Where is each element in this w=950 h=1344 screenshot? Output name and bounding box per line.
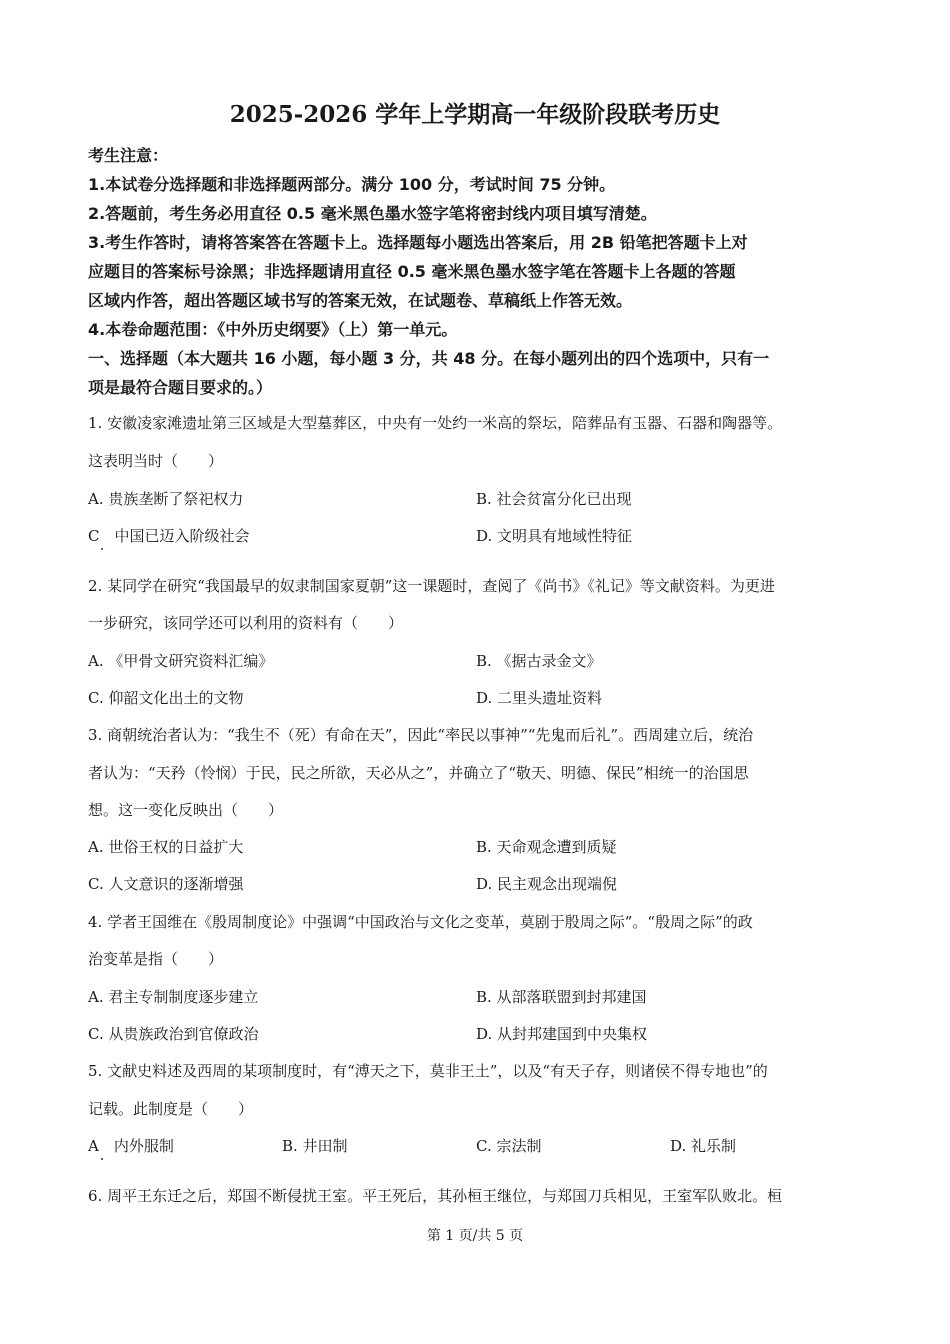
question-3-option-b: B. 天命观念遭到质疑 bbox=[476, 838, 617, 856]
question-3-option-d: D. 民主观念出现端倪 bbox=[476, 875, 618, 893]
section-heading-cont: 项是最符合题目要求的。） bbox=[88, 378, 273, 397]
question-1-option-d: D. 文明具有地域性特征 bbox=[476, 527, 633, 545]
question-1-stem-cont: 这表明当时（ ） bbox=[88, 452, 224, 470]
option-dot-mark bbox=[101, 548, 103, 550]
exam-title: 2025-2026 学年上学期高一年级阶段联考历史 bbox=[229, 101, 721, 128]
question-4-stem: 4. 学者王国维在《殷周制度论》中强调“中国政治与文化之变革，莫剧于殷周之际”。“殷周之际”的政 bbox=[88, 913, 753, 931]
question-1-option-a: A. 贵族垄断了祭祀权力 bbox=[88, 490, 244, 508]
question-1-stem: 1. 安徽凌家滩遗址第三区域是大型墓葬区，中央有一处约一米高的祭坛，陪葬品有玉器、石器和陶器等。 bbox=[88, 414, 783, 432]
question-4-option-d: D. 从封邦建国到中央集权 bbox=[476, 1025, 648, 1043]
question-1-option-c: C 中国已迈入阶级社会 bbox=[88, 527, 250, 545]
question-4-option-b: B. 从部落联盟到封邦建国 bbox=[476, 988, 647, 1006]
page-number: 第 1 页/共 5 页 bbox=[426, 1228, 524, 1244]
question-5-option-b: B. 井田制 bbox=[282, 1137, 348, 1155]
question-3-option-a: A. 世俗王权的日益扩大 bbox=[88, 838, 244, 856]
question-5-option-d: D. 礼乐制 bbox=[670, 1137, 737, 1155]
question-1-option-b: B. 社会贫富分化已出现 bbox=[476, 490, 632, 508]
notice-heading: 考生注意： bbox=[88, 146, 169, 165]
question-3-option-c: C. 人文意识的逐渐增强 bbox=[88, 875, 244, 893]
question-2-option-b: B. 《据古录金文》 bbox=[476, 652, 602, 670]
question-2-option-c: C. 仰韶文化出土的文物 bbox=[88, 689, 244, 707]
notice-item-1: 1.本试卷分选择题和非选择题两部分。满分 100 分，考试时间 75 分钟。 bbox=[88, 175, 616, 194]
section-heading: 一、选择题（本大题共 16 小题，每小题 3 分，共 48 分。在每小题列出的四个选项中，只有一 bbox=[88, 349, 770, 368]
question-5-stem: 5. 文献史料述及西周的某项制度时，有“溥天之下，莫非王土”，以及“有天子存，则诸侯不得专地也”的 bbox=[88, 1062, 768, 1080]
option-dot-mark bbox=[101, 1158, 103, 1160]
notice-item-2: 2.答题前，考生务必用直径 0.5 毫米黑色墨水签字笔将密封线内项目填写清楚。 bbox=[88, 204, 657, 223]
question-2-stem-cont: 一步研究，该同学还可以利用的资料有（ ） bbox=[88, 614, 404, 632]
notice-item-4: 4.本卷命题范围：《中外历史纲要》（上）第一单元。 bbox=[88, 320, 458, 339]
question-3-stem-cont-1: 者认为：“天矜（怜悯）于民，民之所欲，天必从之”，并确立了“敬天、明德、保民”相统一的治国思 bbox=[88, 764, 749, 782]
question-4-stem-cont: 治变革是指（ ） bbox=[88, 950, 224, 968]
question-5-option-c: C. 宗法制 bbox=[476, 1137, 542, 1155]
question-3-stem: 3. 商朝统治者认为：“我生不（死）有命在天”，因此“率民以事神”“先鬼而后礼”。西周建立后，统治 bbox=[88, 726, 754, 744]
question-5-stem-cont: 记载。此制度是（ ） bbox=[88, 1100, 254, 1118]
question-2-option-a: A. 《甲骨文研究资料汇编》 bbox=[88, 652, 274, 670]
question-4-option-c: C. 从贵族政治到官僚政治 bbox=[88, 1025, 259, 1043]
question-5-option-a: A 内外服制 bbox=[88, 1137, 174, 1155]
notice-item-3-cont-2: 区域内作答，超出答题区域书写的答案无效，在试题卷、草稿纸上作答无效。 bbox=[88, 291, 633, 310]
question-4-option-a: A. 君主专制制度逐步建立 bbox=[88, 988, 259, 1006]
question-2-stem: 2. 某同学在研究“我国最早的奴隶制国家夏朝”这一课题时，查阅了《尚书》《礼记》等文献资料。为更进 bbox=[88, 577, 775, 595]
notice-item-3: 3.考生作答时，请将答案答在答题卡上。选择题每小题选出答案后，用 2B 铅笔把答题卡上对 bbox=[88, 233, 748, 252]
question-2-option-d: D. 二里头遗址资料 bbox=[476, 689, 603, 707]
notice-item-3-cont-1: 应题目的答案标号涂黑；非选择题请用直径 0.5 毫米黑色墨水签字笔在答题卡上各题的答题 bbox=[88, 262, 736, 281]
question-3-stem-cont-2: 想。这一变化反映出（ ） bbox=[88, 801, 284, 819]
question-6-stem: 6. 周平王东迁之后，郑国不断侵扰王室。平王死后，其孙桓王继位，与郑国刀兵相见，王室军队败北。桓 bbox=[88, 1187, 783, 1205]
